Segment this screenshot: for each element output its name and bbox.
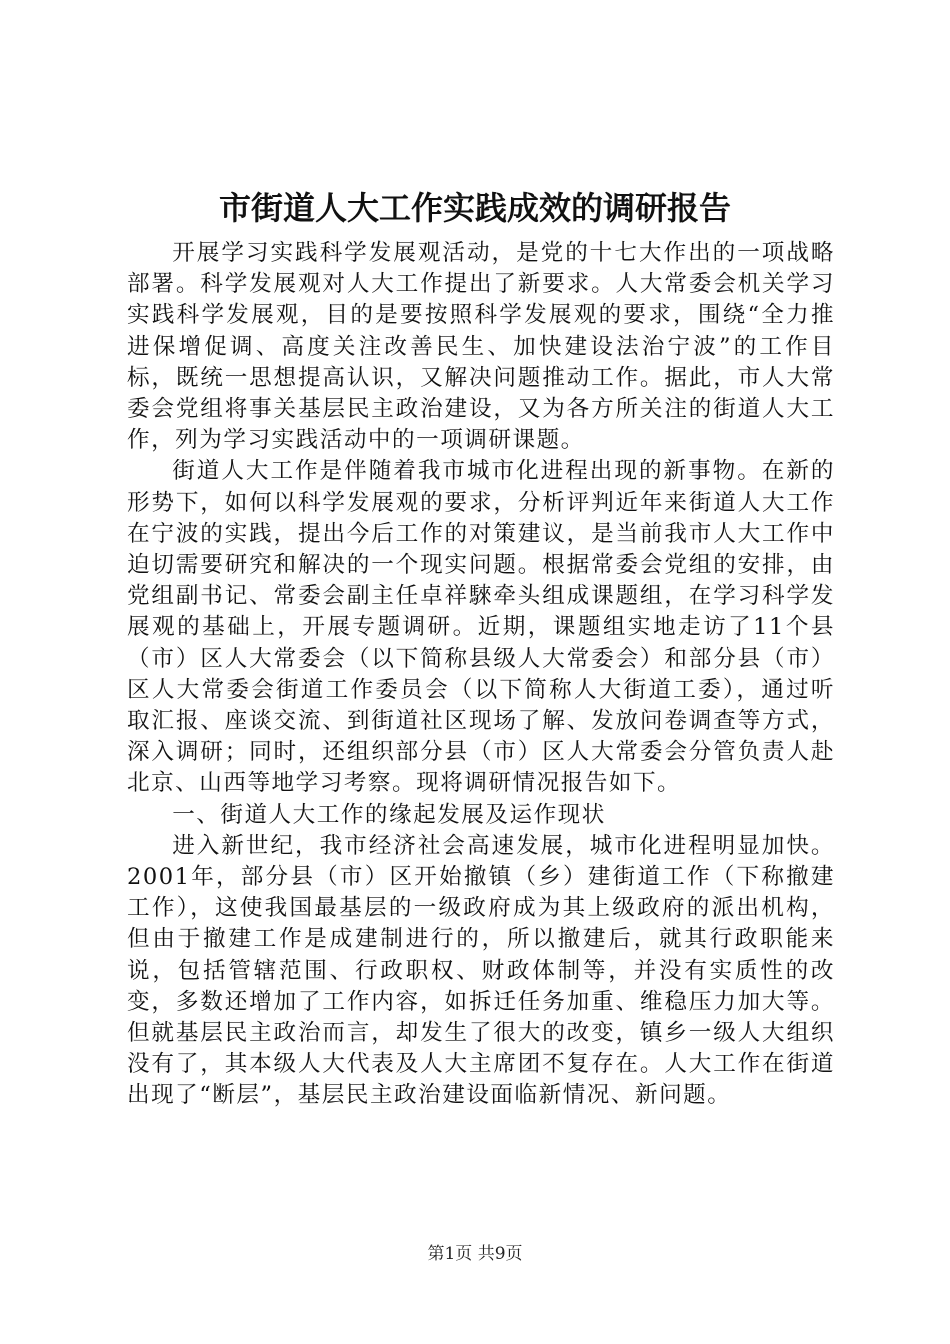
paragraph-intro: 开展学习实践科学发展观活动，是党的十七大作出的一项战略部署。科学发展观对人大工作提出了新要求。人大常委会机关学习实践科学发展观，目的是要按照科学发展观的要求，围绕“全力推进保增促调、高度关注改善民生、加快建设法治宁波”的工作目标，既统一思想提高认识，又解决问题推动工作。据此，市人大常委会党组将事关基层民主政治建设，又为各方所关注的街道人大工作，列为学习实践活动中的一项调研课题。 [127, 240, 835, 454]
document-body [127, 238, 835, 1112]
section-heading-1: 一、街道人大工作的缘起发展及运作现状 [172, 801, 606, 828]
document-title: 市街道人大工作实践成效的调研报告 [218, 189, 731, 227]
paragraph-section-1: 进入新世纪，我市经济社会高速发展，城市化进程明显加快。2001年，部分县（市）区开始撤镇（乡）建街道工作（下称撤建工作），这使我国最基层的一级政府成为其上级政府的派出机构，但由于撤建工作是成建制进行的，所以撤建后，就其行政职能来说，包括管辖范围、行政职权、财政体制等，并没有实质性的改变，多数还增加了工作内容，如拆迁任务加重、维稳压力加大等。但就基层民主政治而言，却发生了很大的改变，镇乡一级人大组织没有了，其本级人大代表及人大主席团不复存在。人大工作在街道出现了“断层”，基层民主政治建设面临新情况、新问题。 [127, 832, 835, 1109]
paragraph-background: 街道人大工作是伴随着我市城市化进程出现的新事物。在新的形势下，如何以科学发展观的要求，分析评判近年来街道人大工作在宁波的实践，提出今后工作的对策建议，是当前我市人大工作中迫切需要研究和解决的一个现实问题。根据常委会党组的安排，由党组副书记、常委会副主任卓祥騋牵头组成课题组，在学习科学发展观的基础上，开展专题调研。近期，课题组实地走访了11个县（市）区人大常委会（以下简称县级人大常委会）和部分县（市）区人大常委会街道工作委员会（以下简称人大街道工委），通过听取汇报、座谈交流、到街道社区现场了解、发放问卷调查等方式，深入调研；同时，还组织部分县（市）区人大常委会分管负责人赴北京、山西等地学习考察。现将调研情况报告如下。 [127, 458, 835, 797]
page-number: 第1页 共9页 [427, 1244, 523, 1264]
